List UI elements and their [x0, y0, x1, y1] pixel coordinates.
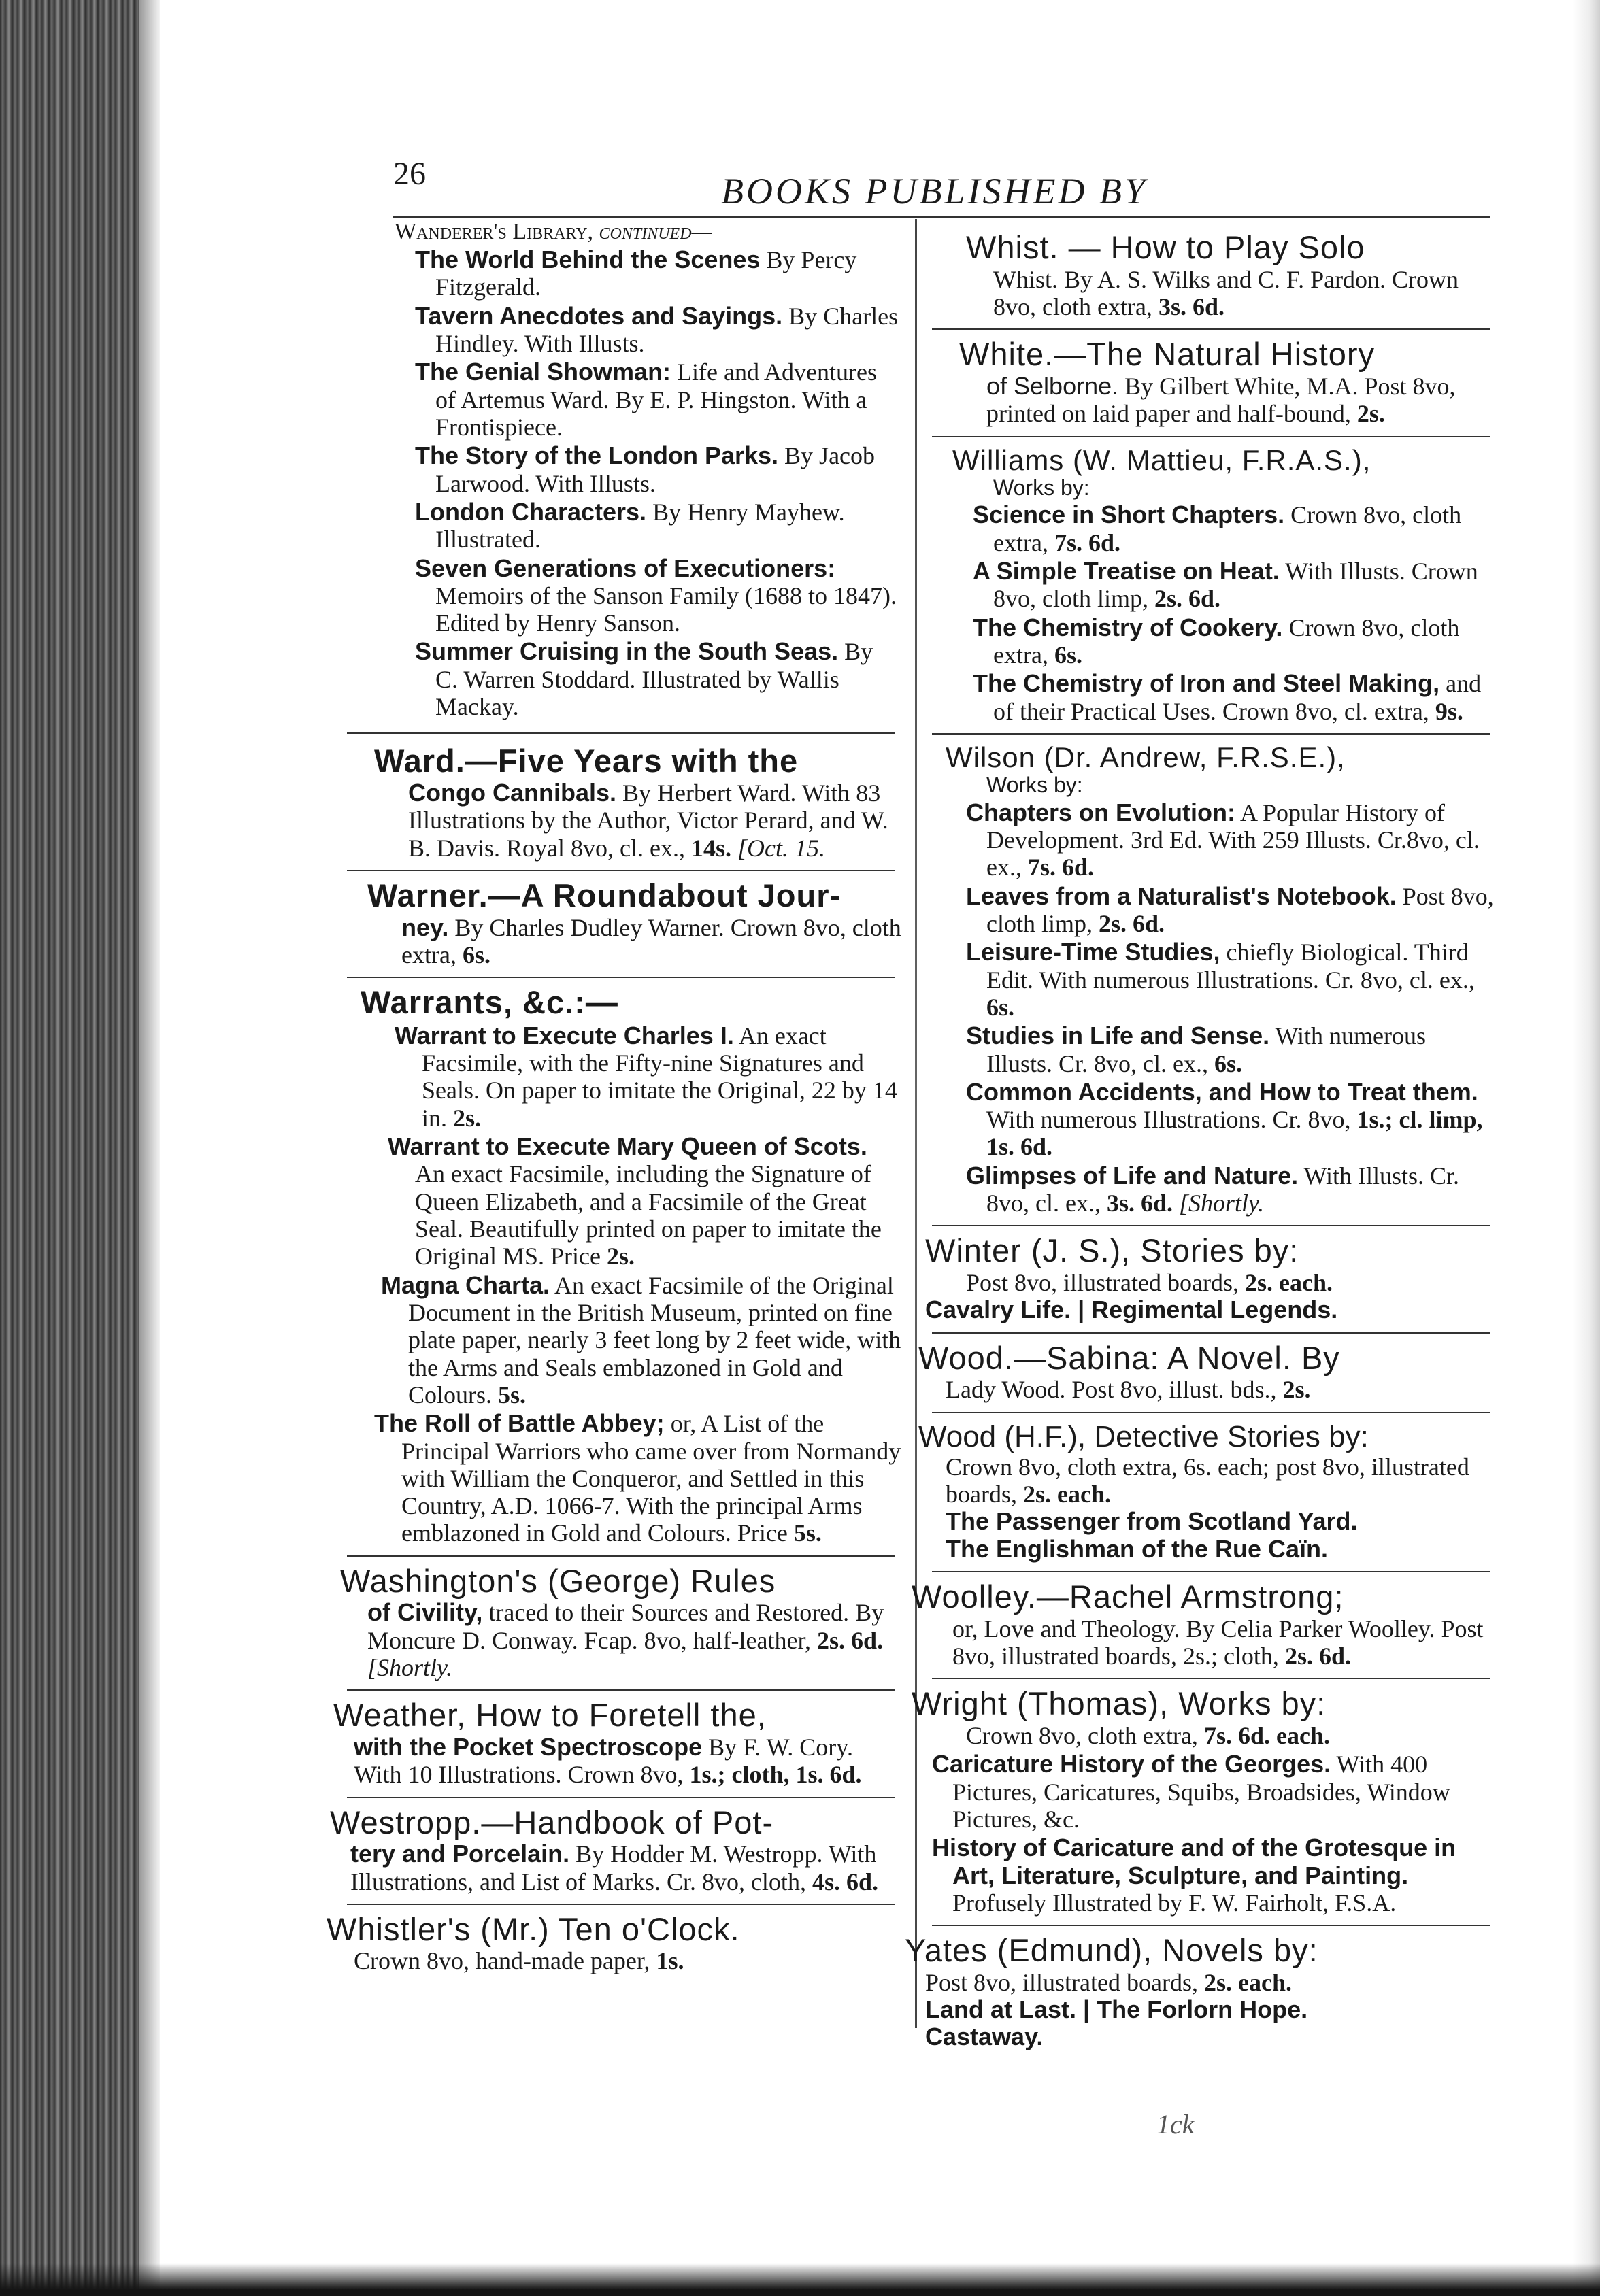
entry-titles-line: Land at Last. | The Forlorn Hope. [925, 1995, 1308, 2024]
list-item [952, 501, 1497, 556]
list-item [946, 883, 1497, 938]
intro-text: Crown 8vo, cloth extra, [966, 1721, 1204, 1749]
entry-heading: Whistler's (Mr.) Ten o'Clock. [327, 1910, 740, 1947]
entry-title: of Selborne. [986, 371, 1119, 400]
entry-price: 2s. each. [1203, 1968, 1292, 1996]
item-title: A Simple Treatise on Heat. [973, 556, 1280, 585]
entry-heading: Weather, How to Foretell the, [333, 1697, 767, 1734]
entry-body [333, 1734, 901, 1789]
item-price: 6s. [1214, 1049, 1243, 1077]
entry-woolley [905, 1579, 1497, 1676]
list-item [946, 799, 1497, 881]
list-item [946, 1162, 1497, 1217]
item-title: Science in Short Chapters. [973, 501, 1285, 529]
list-item [320, 303, 901, 358]
entry-heading: Wood.—Sabina: A Novel. By [918, 1339, 1340, 1376]
entry-price: 2s. [1356, 400, 1385, 428]
entry-heading: Winter (J. S.), Stories by: [925, 1232, 1299, 1269]
item-title: London Characters. [415, 497, 647, 526]
entry-title: ney. [401, 913, 449, 941]
entry-text: Crown 8vo, hand-made paper, [354, 1947, 656, 1975]
item-text: and of their Practical Uses. Crown 8vo, cl. extra, [993, 670, 1482, 725]
entry-williams [905, 444, 1497, 732]
list-item [361, 1022, 901, 1132]
item-price: 2s. 6d. [1154, 585, 1221, 613]
entry-text: By Gilbert White, M.A. Post 8vo, printed on laid paper and half-bound, [986, 372, 1456, 428]
entry-title: of Civility, [367, 1598, 483, 1627]
item-title: Seven Generations of Executioners: [415, 554, 836, 582]
item-text: By Henry Mayhew. Illustrated. [435, 498, 845, 554]
list-item [912, 1834, 1497, 1917]
entry-price: 1s. [656, 1947, 684, 1975]
list-item [320, 358, 901, 441]
entry-text: or, Love and Theology. By Celia Parker Woolley. Post 8vo, illustrated boards, 2s.; cloth, [952, 1615, 1484, 1670]
entry-body [925, 1269, 1497, 1296]
entry-text: traced to their Sources and Restored. By Moncure D. Conway. Fcap. 8vo, half-leather, [367, 1599, 884, 1654]
item-title: History of Caricature and of the Grotesque in Art, Literature, Sculpture, and Painting. [932, 1834, 1456, 1889]
entry-price: 2s. 6d. [1284, 1642, 1351, 1670]
entry-whist [905, 219, 1497, 327]
entry-note: [Oct. 15. [731, 834, 825, 862]
item-title: Glimpses of Life and Nature. [966, 1161, 1299, 1189]
entry-text: By Herbert Ward. With 83 Illustrations by the Author, Victor Perard, and W. B. Davis. Royal 8vo, cl. ex., [408, 779, 888, 862]
item-text: A Popular History of Development. 3rd Ed. With 259 Illusts. Cr.8vo, cl. ex., [986, 798, 1480, 881]
item-text: chiefly Biological. Third Edit. With numerous Illustrations. Cr. 8vo, cl. ex., [986, 939, 1475, 994]
entry-heading: Yates (Edmund), Novels by: [905, 1932, 1318, 1969]
item-price: 3s. 6d. [1106, 1189, 1173, 1217]
item-title: Leisure-Time Studies, [966, 938, 1220, 966]
item-text: With Illusts. Cr. 8vo, cl. ex., [986, 1162, 1460, 1217]
intro-price: 7s. 6d. each. [1203, 1721, 1330, 1749]
list-item [320, 246, 901, 301]
entry-price: 3s. 6d. [1158, 292, 1224, 320]
entry-intro [912, 1722, 1497, 1749]
entry-price: 2s. each. [1244, 1269, 1333, 1297]
item-title: Magna Charta. [381, 1270, 550, 1299]
entry-heading: Warner.—A Roundabout Jour- [367, 877, 841, 913]
entry-heading: Westropp.—Handbook of Pot- [330, 1804, 774, 1840]
entry-title-2: The Englishman of the Rue Caïn. [946, 1534, 1329, 1563]
entry-warrants [320, 985, 901, 1554]
entry-body [959, 373, 1497, 428]
entry-body [330, 1840, 901, 1895]
list-item [320, 499, 901, 554]
item-text: With Illusts. Crown 8vo, cloth limp, [993, 557, 1478, 613]
running-head: BOOKS PUBLISHED BY [721, 171, 1148, 212]
page-number: 26 [393, 156, 426, 192]
entry-price: 1s.; cloth, 1s. 6d. [689, 1761, 862, 1789]
entry-price: 2s. each. [1022, 1481, 1111, 1508]
entry-heading: Ward.—Five Years with the [374, 743, 799, 779]
left-column [320, 219, 901, 1975]
entry-price: 4s. 6d. [812, 1868, 878, 1895]
list-item [361, 1410, 901, 1547]
list-item [912, 1751, 1497, 1833]
series-continued: continued— [599, 219, 712, 244]
item-title: Chapters on Evolution: [966, 798, 1235, 826]
item-title: Tavern Anecdotes and Sayings. [415, 301, 783, 330]
entry-body [966, 266, 1497, 321]
entry-heading: Woolley.—Rachel Armstrong; [912, 1578, 1344, 1615]
item-text: With numerous Illustrations. Cr. 8vo, [986, 1106, 1357, 1134]
item-text: An exact Facsimile, including the Signature of Queen Elizabeth, and a Facsimile of the Great Seal. Beautifully printed on paper to imitate the Original MS. Price [415, 1160, 882, 1270]
item-text: or, A List of the Principal Warriors who came over from Normandy with William the Conqueror, and Settled in this Country, A.D. 1066-7. With the principal Arms emblazoned in Gold and Colours. Price [401, 1410, 901, 1547]
entry-title-1: The Passenger from Scotland Yard. [946, 1507, 1358, 1536]
item-price: 6s. [1054, 641, 1082, 669]
item-price: 2s. [606, 1243, 635, 1270]
book-spine [0, 0, 139, 2296]
list-item [946, 1022, 1497, 1077]
entry-wood-hf [905, 1420, 1497, 1570]
entry-price: 2s. 6d. [817, 1626, 884, 1654]
right-column [905, 219, 1497, 2051]
item-price: 7s. 6d. [1054, 528, 1120, 556]
entry-heading: White.—The Natural History [959, 336, 1376, 373]
list-item [320, 555, 901, 637]
item-text: By C. Warren Stoddard. Illustrated by Wallis Mackay. [435, 638, 873, 721]
item-price: 5s. [793, 1519, 822, 1547]
item-title: Summer Cruising in the South Seas. [415, 637, 839, 666]
entry-price: 2s. [1282, 1376, 1311, 1404]
entry-title: Congo Cannibals. [408, 779, 616, 807]
entry-body [340, 1599, 901, 1681]
works-by: Works by: [986, 772, 1083, 797]
item-title: Warrant to Execute Charles I. [395, 1021, 734, 1049]
item-price: 2s. [453, 1104, 482, 1132]
item-text: Post 8vo, cloth limp, [986, 882, 1494, 937]
entry-titles: Cavalry Life. | Regimental Legends. [925, 1296, 1338, 1324]
list-item [952, 614, 1497, 669]
works-by: Works by: [993, 475, 1090, 500]
list-item [946, 939, 1497, 1021]
entry-body [912, 1615, 1497, 1670]
entry-heading: Washington's (George) Rules [340, 1562, 776, 1599]
item-text: An exact Facsimile, with the Fifty-nine Signatures and Seals. On paper to imitate the Original, 22 by 14 in. [422, 1022, 897, 1132]
entry-westropp [320, 1805, 901, 1902]
page-gutter [139, 0, 160, 2296]
entry-heading: Williams (W. Mattieu, F.R.A.S.), [952, 443, 1371, 476]
entry-text: Whist. By A. S. Wilks and C. F. Pardon. Crown 8vo, cloth extra, [993, 265, 1459, 320]
entry-heading: Wilson (Dr. Andrew, F.R.S.E.), [946, 741, 1346, 773]
entry-heading: Whist. — How to Play Solo [966, 229, 1365, 265]
item-text: With 400 Pictures, Caricatures, Squibs, Broadsides, Window Pictures, &c. [952, 1751, 1450, 1833]
entry-price: 14s. [690, 834, 731, 862]
item-title: The Chemistry of Iron and Steel Making, [973, 669, 1440, 698]
entry-text: Post 8vo, illustrated boards, [966, 1269, 1245, 1297]
item-text: Crown 8vo, cloth extra, [993, 613, 1460, 669]
entry-heading: Warrants, &c.:— [361, 984, 618, 1021]
item-text: An exact Facsimile of the Original Document in the British Museum, printed on fine plate paper, nearly 3 feet long by 2 feet wide, with the Arms and Seals emblazoned in Gold and Colours. [408, 1271, 901, 1408]
item-text: Profusely Illustrated by F. W. Fairholt, F.S.A. [952, 1889, 1397, 1917]
entry-titles-line-2: Castaway. [925, 2023, 1044, 2051]
entry-body [918, 1376, 1497, 1403]
item-price: 9s. [1435, 697, 1463, 725]
entry-text: By F. W. Cory. With 10 Illustrations. Crown 8vo, [354, 1733, 853, 1789]
item-price: 5s. [498, 1381, 527, 1408]
item-title: Leaves from a Naturalist's Notebook. [966, 881, 1397, 910]
item-price: 2s. 6d. [1099, 909, 1165, 937]
list-item [361, 1272, 901, 1409]
list-item [946, 1079, 1497, 1161]
entry-text: By Hodder M. Westropp. With Illustrations, and List of Marks. Cr. 8vo, cloth, [350, 1840, 877, 1895]
series-title: Wanderer's Library, [395, 219, 594, 244]
item-note: [Shortly. [1173, 1189, 1265, 1217]
item-title: The World Behind the Scenes [415, 246, 761, 274]
page-edge [1573, 0, 1600, 2296]
entry-warner [320, 878, 901, 975]
entry-weather [320, 1698, 901, 1795]
item-text: Life and Adventures of Artemus Ward. By E. P. Hingston. With a Frontispiece. [435, 358, 877, 441]
entry-body [327, 1947, 901, 1974]
entry-heading: Wood (H.F.), Detective Stories by: [918, 1419, 1369, 1453]
item-title: Common Accidents, and How to Treat them. [966, 1077, 1478, 1106]
entry-price: 6s. [462, 941, 490, 968]
item-title: The Chemistry of Cookery. [973, 613, 1283, 641]
entry-title: tery and Porcelain. [350, 1840, 570, 1868]
item-text: By Charles Hindley. With Illusts. [435, 302, 899, 358]
item-text: Crown 8vo, cloth extra, [993, 501, 1462, 556]
item-price: 6s. [986, 993, 1015, 1021]
entry-wanderers-library [320, 219, 901, 731]
item-title: Caricature History of the Georges. [932, 1750, 1331, 1778]
entry-ward [320, 743, 901, 868]
list-item [320, 638, 901, 720]
item-title: The Genial Showman: [415, 358, 671, 386]
entry-body [905, 1969, 1497, 1996]
entry-heading: Wright (Thomas), Works by: [912, 1685, 1327, 1722]
series-heading [320, 219, 901, 245]
list-item [320, 442, 901, 497]
entry-body [374, 779, 901, 862]
entry-body [918, 1453, 1497, 1508]
entry-text: Crown 8vo, cloth extra, 6s. each; post 8vo, illustrated boards, [946, 1453, 1469, 1508]
entry-white [905, 337, 1497, 434]
entry-yates [905, 1933, 1497, 2051]
header-rule [393, 216, 1490, 218]
entry-washington [320, 1564, 901, 1689]
entry-wood [905, 1340, 1497, 1411]
bottom-shadow [0, 2263, 1600, 2296]
handwritten-mark: 1ck [1156, 2109, 1195, 2140]
item-title: The Story of the London Parks. [415, 441, 779, 470]
item-text: With numerous Illusts. Cr. 8vo, cl. ex., [986, 1022, 1426, 1077]
item-price: 7s. 6d. [1027, 854, 1095, 881]
item-text: By Jacob Larwood. With Illusts. [435, 442, 876, 497]
item-text: Memoirs of the Sanson Family (1688 to 1847). Edited by Henry Sanson. [435, 581, 897, 637]
entry-text: By Charles Dudley Warner. Crown 8vo, cloth extra, [401, 913, 901, 968]
item-title: The Roll of Battle Abbey; [374, 1409, 665, 1438]
entry-text: Lady Wood. Post 8vo, illust. bds., [946, 1376, 1283, 1404]
entry-title: with the Pocket Spectroscope [354, 1732, 703, 1761]
item-price: 1s.; cl. limp, 1s. 6d. [986, 1106, 1483, 1161]
entry-text: Post 8vo, illustrated boards, [925, 1968, 1204, 1996]
entry-winter [905, 1233, 1497, 1330]
entry-note: [Shortly. [367, 1654, 453, 1682]
entry-body [367, 914, 901, 969]
entry-wright [905, 1686, 1497, 1923]
list-item [361, 1133, 901, 1270]
list-item [952, 558, 1497, 613]
entry-wilson [905, 741, 1497, 1224]
item-title: Warrant to Execute Mary Queen of Scots. [388, 1132, 867, 1161]
item-title: Studies in Life and Sense. [966, 1022, 1270, 1050]
list-item [952, 670, 1497, 725]
item-text: By Percy Fitzgerald. [435, 246, 857, 301]
entry-whistler [320, 1912, 901, 1975]
